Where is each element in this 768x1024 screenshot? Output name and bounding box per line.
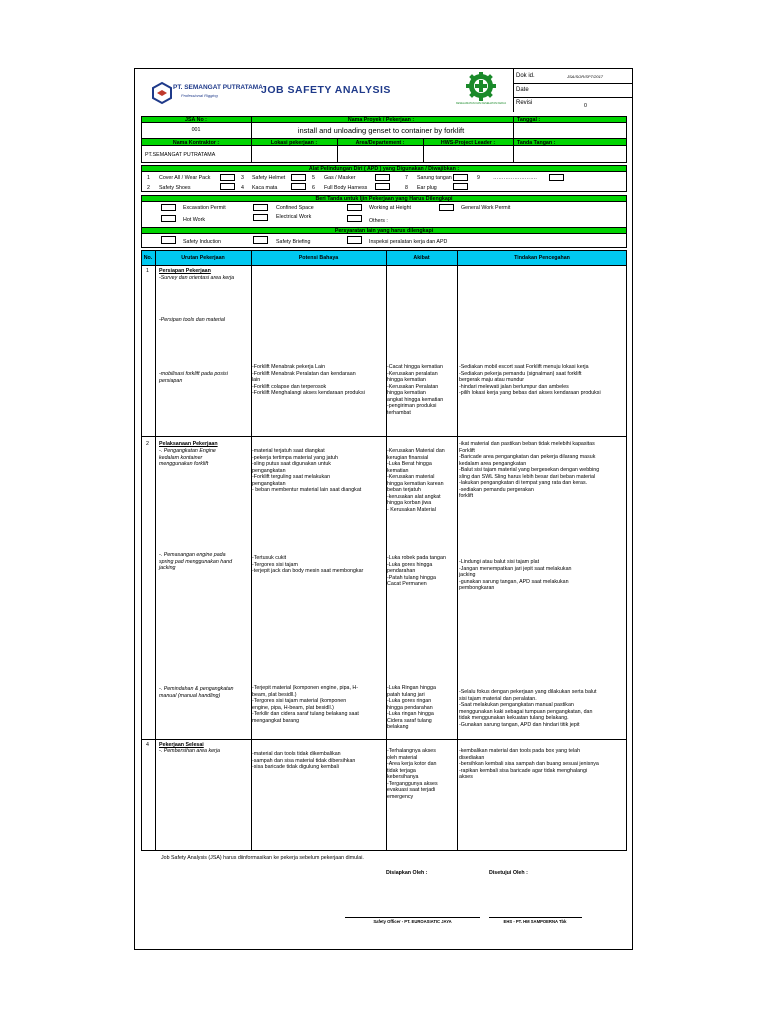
- kontraktor-label: Nama Kontraktor :: [172, 139, 220, 146]
- apd-no-6: 6: [312, 185, 315, 191]
- apd-checkbox-4[interactable]: [291, 183, 306, 190]
- apd-no-2: 2: [147, 185, 150, 191]
- syarat-checkbox-inspeksi[interactable]: [347, 236, 362, 244]
- apd-label-2: Safety Shoes: [159, 185, 191, 191]
- revisi-label: Revisi: [516, 100, 533, 106]
- lokasi-label: Lokasi pekerjaan :: [270, 139, 318, 146]
- section-2-step-1-akibat: -Kerusakan Material dan kerugian finansial -Luka Berat hingga kematian -Kerusakan material hingga kematian karean beban terjatuh -kerusakan alat angkat hingga korban jiwa - Kerusakan Material: [387, 448, 445, 513]
- apd-label-7: Sarung tangan: [417, 175, 452, 181]
- apd-header: Alat Pelindungan Diri ( APD ) yang Digunakan / Diwajibkan :: [141, 165, 627, 172]
- section-1-step-3-akibat: -Cacat hingga kematian -Kerusakan peralatan hingga kematian -Kerusakan Peralatan hingga kematian angkat hingga kematian -pengiriman produksi terhambat: [387, 364, 444, 416]
- section-2-step-1-urutan: -. Pengangkatan Engine kedalam kontainer menggunakan forklift: [159, 448, 216, 467]
- project-value[interactable]: install and unloading genset to container by forklift: [297, 126, 465, 135]
- area-label: Area/Departement :: [355, 139, 405, 146]
- section-2-title: Pelaksanaan Pekerjaan: [159, 441, 218, 447]
- permit-header: Beri Tanda untuk Ijin Pekerjaan yang Harus Dilengkapi: [141, 195, 627, 202]
- permit-label-height: Working at Height: [369, 205, 412, 211]
- section-2-step-2-akibat: -Luka robek pada tangan -Luka gores hingga pendarahan -Patah tulang hingga Cacat Permanen: [387, 555, 446, 587]
- k3-emblem-icon: [451, 72, 511, 102]
- apd-checkbox-9[interactable]: [549, 174, 564, 181]
- apd-label-5: Gas / Masker: [324, 175, 356, 181]
- tanggal-label: Tanggal :: [517, 116, 541, 123]
- company-logo-icon: [151, 81, 173, 105]
- section-4-step-1-urutan: -. Pembersihan area kerja: [159, 748, 220, 754]
- apd-no-3: 3: [241, 175, 244, 181]
- company-logo: [151, 81, 263, 105]
- company-tagline: Professional Rigging: [181, 93, 218, 98]
- section-2-step-1-tindakan: -ikat material dan pastikan beban tidak melebihi kapasitas Forklift -Baricade area pengangkatan dan pekerja dilarang masuk kedalam area pengangkatan -Balut sisi tajam material yang bergesekan dengan webbing sling dan SWL Sling harus lebih besar dari beban material -lakukan pengangkatan di tempat yang rata dan keras. -sediakan pemandu pergerakan forklift: [459, 441, 600, 499]
- apd-label-1: Cover All / Wear Pack: [159, 175, 211, 181]
- section-1-step-2-urutan: -Persipan tools dan material: [159, 317, 225, 323]
- signature-left: Safety Officer - PT. EUROASIATIC JAYA: [373, 919, 452, 924]
- section-4-no: 4: [146, 742, 149, 748]
- kontraktor-value[interactable]: PT.SEMANGAT PUTRATAMA: [145, 152, 216, 158]
- permit-checkbox-others[interactable]: [347, 215, 362, 222]
- section-2-no: 2: [146, 441, 149, 447]
- syarat-label-briefing: Safety Briefing: [276, 239, 311, 245]
- apd-label-4: Kaca mata: [252, 185, 278, 191]
- apd-label-9: …………………….: [493, 175, 537, 181]
- doc-id-value: JSA/SOR/SPT/2017: [567, 74, 604, 79]
- apd-checkbox-7[interactable]: [453, 174, 468, 181]
- permit-label-confined: Confined Space: [276, 205, 314, 211]
- revisi-value: 0: [584, 103, 587, 109]
- section-1-no: 1: [146, 268, 149, 274]
- apd-checkbox-6[interactable]: [375, 183, 390, 190]
- permit-label-electrical: Electrical Work: [276, 214, 312, 220]
- section-1-step-3-bahaya: -Forklift Menabrak pekerja Lain -Forklift Menabrak Peralatan dan kendaraan lain -Forklift colapse dan terperosok -Forklift Menghalangi akses kendaraan produksi: [252, 364, 365, 396]
- hws-label: HWS-Project Leader :: [440, 139, 496, 146]
- footer-note: Job Safety Analysis (JSA) harus diinformasikan ke pekerja sebelum pekerjaan dimulai.: [161, 855, 364, 861]
- section-2-step-2-urutan: -. Pemasangan engine pada spring pad menggunakan hand jacking: [159, 552, 233, 571]
- th-bahaya: Potensi Bahaya: [298, 255, 339, 261]
- apd-no-5: 5: [312, 175, 315, 181]
- doc-id-label: Dok id.: [516, 73, 535, 79]
- th-akibat: Akibat: [413, 255, 430, 261]
- th-urutan: Urutan Pekerjaan: [181, 255, 225, 261]
- apd-label-3: Safety Helmet: [252, 175, 286, 181]
- th-no: No.: [143, 255, 153, 261]
- ttd-label: Tanda Tangan :: [517, 139, 556, 146]
- section-2-step-2-bahaya: -Tertusuk cukit -Tergores sisi tajam -terjepit jack dan body mesin saat membongkar: [252, 555, 364, 574]
- k3-emblem: [451, 72, 511, 110]
- apd-checkbox-3[interactable]: [291, 174, 306, 181]
- section-4-step-1-tindakan: -kembalikan material dan tools pada box yang telah disediakan -bersihkan kembali sisa sampah dan buang sesuai jenisnya -rapikan kembali sisa baricade agar tidak menghalangi akses: [459, 748, 599, 780]
- syarat-label-induction: Safety Induction: [183, 239, 221, 245]
- apd-no-1: 1: [147, 175, 150, 181]
- document-title: JOB SAFETY ANALYSIS: [261, 84, 391, 96]
- section-1-step-1-urutan: -Survey dan orientasi area kerja: [159, 275, 235, 281]
- signature-right: EHS - PT. HM SAMPOERNA Tbk: [503, 919, 567, 924]
- disiapkan-label: Disiapkan Oleh :: [386, 870, 428, 876]
- apd-no-4: 4: [241, 185, 244, 191]
- permit-label-general: General Work Permit: [461, 205, 511, 211]
- section-4-title: Pekerjaan Selesai: [159, 742, 204, 748]
- syarat-header: Persyaratan lain yang harus dilengkapi: [141, 227, 627, 234]
- disetujui-label: Disetujui Oleh :: [489, 870, 528, 876]
- permit-label-others: Others :: [369, 218, 388, 224]
- permit-checkbox-excavation[interactable]: [161, 204, 176, 211]
- permit-checkbox-height[interactable]: [347, 204, 362, 211]
- permit-checkbox-general[interactable]: [439, 204, 454, 211]
- jsa-no-value[interactable]: 001: [191, 127, 201, 133]
- section-2-step-3-bahaya: -Terjepit material (komponen engine, pipa, H- beam, plat besidll.) -Tergores sisi tajam material (komponen engine, pipa, H-beam, plat besidll.) -Terkilir dan cidera saraf tulang belakang saat mengangkat barang: [252, 685, 359, 724]
- jsa-form: [134, 68, 633, 950]
- permit-checkbox-hotwork[interactable]: [161, 215, 176, 222]
- apd-label-8: Ear plug: [417, 185, 437, 191]
- section-2-step-1-bahaya: -material terjatuh saat diangkat -pekerja tertimpa material yang jatuh -sling putus saat digunakan untuk pengangkatan -Forklift terguling saat melakukan pengangkatan - beban membentur material lain saat diangkat: [252, 448, 362, 493]
- apd-checkbox-2[interactable]: [220, 183, 235, 190]
- syarat-label-inspeksi: Inspeksi peralatan kerja dan APD: [369, 239, 448, 245]
- section-4-step-1-akibat: -Terhalangnya akses oleh material -Area kerja kotor dan tidak terjaga kebersihanya -Terganggunya akses evakuasi saat terjadi emergency: [387, 748, 438, 800]
- jsa-no-label: JSA No :: [185, 116, 207, 123]
- section-2-step-2-tindakan: -Lindungi atau balut sisi tajam plat -Jangan menempatkan jari jepit saat melakukan jacking -gunakan sarung tangan, APD saat melakukan pembongkaran: [459, 559, 572, 591]
- apd-no-9: 9: [477, 175, 480, 181]
- syarat-checkbox-briefing[interactable]: [253, 236, 268, 244]
- section-1-step-3-urutan: -mobilisasi forklift pada posisi persiapan: [159, 371, 228, 384]
- apd-checkbox-5[interactable]: [375, 174, 390, 181]
- permit-label-excavation: Excavation Permit: [183, 205, 226, 211]
- section-2-step-3-urutan: -. Pemindahan & pengangkatan manual (manual handling): [159, 686, 234, 699]
- permit-checkbox-confined[interactable]: [253, 204, 268, 211]
- apd-label-6: Full Body Harness: [324, 185, 368, 191]
- apd-checkbox-1[interactable]: [220, 174, 235, 181]
- date-label: Date: [516, 87, 529, 93]
- apd-no-8: 8: [405, 185, 408, 191]
- project-label: Nama Proyek / Pekerjaan :: [347, 116, 415, 123]
- apd-checkbox-8[interactable]: [453, 183, 468, 190]
- th-tindakan: Tindakan Pencegahan: [514, 255, 570, 261]
- section-2-step-3-akibat: -Luka Ringan hingga patah tulang jari -Luka gores ringan hingga pendarahan -Luka ringan hingga Cidera saraf tulang belakang: [387, 685, 436, 730]
- emblem-caption: KESELAMATAN DAN KESEHATAN KERJA: [455, 102, 507, 105]
- permit-label-hotwork: Hot Work: [183, 217, 205, 223]
- permit-checkbox-electrical[interactable]: [253, 214, 268, 221]
- section-2-step-3-tindakan: -Selalu fokus dengan pekerjaan yang dilakukan serta balut sisi tajam material dan peralatan. -Saat melakukan pengangkatan manual pastikan menggunakan kaki sebagai tumpuan pengangkatan, dan tidak menggunakan kekuatan tulang belakang. -Gunakan sarung tangan, APD dan hindari titik jepit: [459, 689, 597, 728]
- company-name: PT. SEMANGAT PUTRATAMA: [173, 84, 263, 91]
- apd-no-7: 7: [405, 175, 408, 181]
- section-4-step-1-bahaya: -material dan tools tidak dikembalikan -sampah dan sisa material tidak dibersihkan -sisa baricade tidak digulung kembali: [252, 751, 356, 770]
- section-1-title: Persiapan Pekerjaan: [159, 268, 211, 274]
- section-1-step-3-tindakan: -Sediakan mobil escort saat Forklift menuju lokasi kerja -Sediakan pekerja pemandu (signalman) saat forklift bergerak maju atau mundur -hindari melewati jalan berlumpur dan ambeles -pilih lokasi kerja yang bebas dari akses kendaraan produksi: [459, 364, 601, 396]
- syarat-checkbox-induction[interactable]: [161, 236, 176, 244]
